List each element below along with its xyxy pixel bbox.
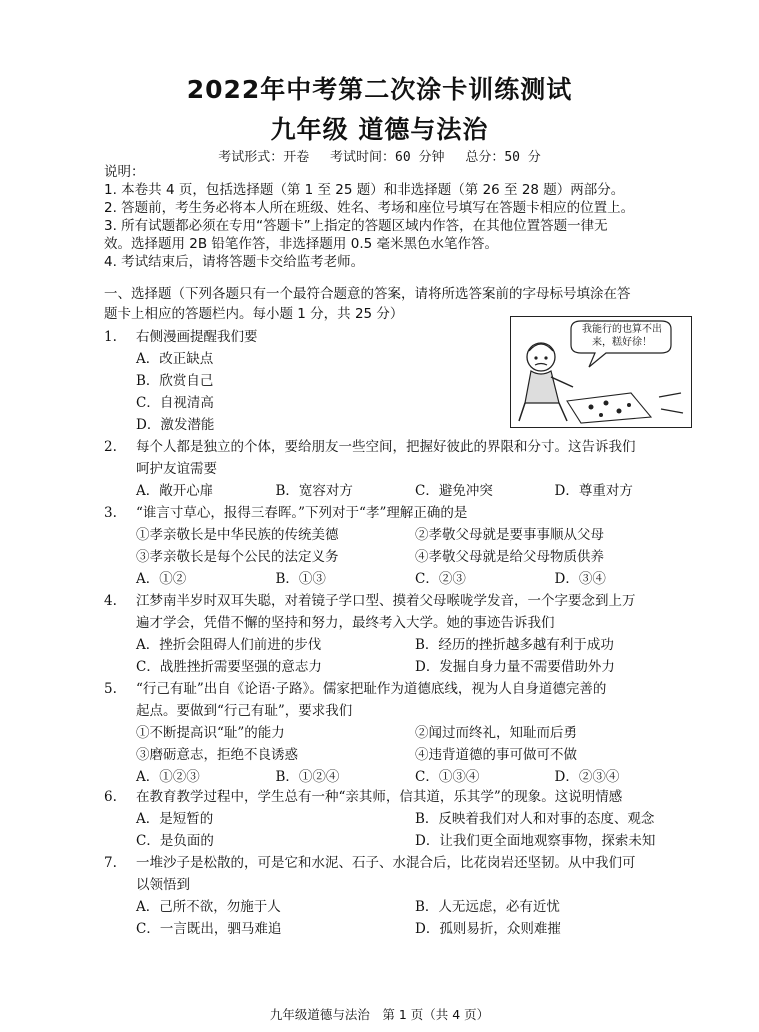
statements xyxy=(136,722,694,744)
question-text: “行己有耻”出自《论语·子路》。儒家把耻作为道德底线，视为人自身道德完善的 xyxy=(136,681,607,697)
question-1 xyxy=(104,326,694,436)
option-a: A．挫折会阻碍人们前进的步伐 xyxy=(136,637,322,653)
section-line: 一、选择题（下列各题只有一个最符合题意的答案，请将所选答案前的字母标号填涂在答 xyxy=(104,286,631,302)
question-3 xyxy=(104,502,694,590)
question-4 xyxy=(104,590,694,678)
options xyxy=(136,830,694,852)
option-a: A．己所不欲，勿施于人 xyxy=(136,899,281,915)
exam-info: 考试形式：开卷 考试时间：60 分钟 总分：50 分 xyxy=(218,150,541,165)
instruction-line: 1. 本卷共 4 页，包括选择题（第 1 至 25 题）和非选择题（第 26 至 28 题）两部分。 xyxy=(104,182,625,198)
option-c: C．一言既出，驷马难追 xyxy=(136,921,282,937)
question-number: 7. xyxy=(104,855,117,871)
option-d: D．尊重对方 xyxy=(554,483,633,499)
options xyxy=(136,656,694,678)
statements xyxy=(136,744,694,766)
options xyxy=(136,808,694,830)
question-number: 5. xyxy=(104,681,117,697)
question-text: “谁言寸草心，报得三春晖。”下列对于“孝”理解正确的是 xyxy=(136,505,468,521)
instruction-line: 3. 所有试题都必须在专用“答题卡”上指定的答题区域内作答，在其他位置答题一律无 xyxy=(104,218,608,234)
question-text: 江梦南半岁时双耳失聪，对着镜子学口型、摸着父母喉咙学发音，一个字要念到上万 xyxy=(136,593,636,609)
option-c: C．战胜挫折需要坚强的意志力 xyxy=(136,659,322,675)
option-b: B．经历的挫折越多越有利于成功 xyxy=(415,637,614,653)
statement-1: ①不断提高识“耻”的能力 xyxy=(136,725,285,741)
statement-2: ②闻过而终礼，知耻而后勇 xyxy=(415,725,577,741)
option-c: C．是负面的 xyxy=(136,833,214,849)
question-text: 右侧漫画提醒我们要 xyxy=(136,329,258,345)
option-b: B．反映着我们对人和对事的态度、观念 xyxy=(415,811,655,827)
option-a: A．敞开心扉 xyxy=(136,483,214,499)
statement-4: ④孝敬父母就是给父母物质供养 xyxy=(415,549,604,565)
question-2 xyxy=(104,436,694,502)
question-text: 每个人都是独立的个体，要给朋友一些空间，把握好彼此的界限和分寸。这告诉我们 xyxy=(136,439,636,455)
option-a: A．①② xyxy=(136,571,187,587)
option-c: C．避免冲突 xyxy=(415,483,493,499)
question-text: 在教育教学过程中，学生总有一种“亲其师，信其道，乐其学”的现象。这说明情感 xyxy=(136,789,623,805)
question-text: 一堆沙子是松散的，可是它和水泥、石子、水混合后，比花岗岩还坚韧。从中我们可 xyxy=(136,855,636,871)
statements xyxy=(136,546,694,568)
option-c: C．①③④ xyxy=(415,769,480,785)
page-footer: 九年级道德与法治 第 1 页（共 4 页） xyxy=(269,1007,490,1022)
instruction-line: 4. 考试结束后，请将答题卡交给监考老师。 xyxy=(104,254,365,270)
option-a: A．改正缺点 xyxy=(136,351,214,367)
options xyxy=(136,480,694,502)
statement-2: ②孝敬父母就是要事事顺从父母 xyxy=(415,527,604,543)
options xyxy=(136,634,694,656)
instruction-line: 2. 答题前，考生务必将本人所在班级、姓名、考场和座位号填写在答题卡相应的位置上。 xyxy=(104,200,635,216)
question-number: 1. xyxy=(104,329,117,345)
option-a: A．①②③ xyxy=(136,769,200,785)
options xyxy=(136,766,694,788)
option-b: B．人无远虑，必有近忧 xyxy=(415,899,560,915)
question-text: 呵护友谊需要 xyxy=(136,461,217,477)
option-d: D．发掘自身力量不需要借助外力 xyxy=(415,659,615,675)
question-text: 起点。要做到“行己有耻”，要求我们 xyxy=(136,703,353,719)
options xyxy=(136,348,694,436)
options xyxy=(136,918,694,940)
option-b: B．①③ xyxy=(275,571,326,587)
question-5 xyxy=(104,678,694,788)
question-number: 6. xyxy=(104,789,117,805)
option-b: B．①②④ xyxy=(275,769,340,785)
question-6 xyxy=(104,786,694,852)
instructions-heading: 说明： xyxy=(104,164,145,180)
statement-3: ③磨砺意志，拒绝不良诱惑 xyxy=(136,747,298,763)
options xyxy=(136,896,694,918)
question-number: 2. xyxy=(104,439,117,455)
question-7 xyxy=(104,852,694,940)
statement-4: ④违背道德的事可做可不做 xyxy=(415,747,577,763)
statement-3: ③孝亲敬长是每个公民的法定义务 xyxy=(136,549,339,565)
options xyxy=(136,568,694,590)
option-d: D．孤则易折，众则难摧 xyxy=(415,921,561,937)
option-d: D．激发潜能 xyxy=(136,417,215,433)
option-b: B．欣赏自己 xyxy=(136,373,214,389)
option-d: D．②③④ xyxy=(554,769,620,785)
option-a: A．是短暂的 xyxy=(136,811,214,827)
option-c: C．②③ xyxy=(415,571,466,587)
cartoon-speech-bubble: 我能行的也算不出来，糕好徐！ xyxy=(582,324,662,348)
section-line: 题卡上相应的答题栏内。每小题 1 分，共 25 分） xyxy=(104,306,404,322)
option-d: D．让我们更全面地观察事物，探索未知 xyxy=(415,833,656,849)
option-d: D．③④ xyxy=(554,571,606,587)
question-text: 以领悟到 xyxy=(136,877,190,893)
option-c: C．自视清高 xyxy=(136,395,214,411)
statements xyxy=(136,524,694,546)
statement-1: ①孝亲敬长是中华民族的传统美德 xyxy=(136,527,339,543)
question-text: 遍才学会，凭借不懈的坚持和努力，最终考入大学。她的事迹告诉我们 xyxy=(136,615,555,631)
question-number: 3. xyxy=(104,505,117,521)
exam-title: 2022年中考第二次涂卡训练测试 xyxy=(186,75,573,104)
exam-subtitle: 九年级 道德与法治 xyxy=(270,115,489,144)
option-b: B．宽容对方 xyxy=(275,483,353,499)
instructions xyxy=(104,163,704,271)
question-number: 4. xyxy=(104,593,117,609)
instruction-line: 效。选择题用 2B 铅笔作答，非选择题用 0.5 毫米黑色水笔作答。 xyxy=(104,236,498,252)
